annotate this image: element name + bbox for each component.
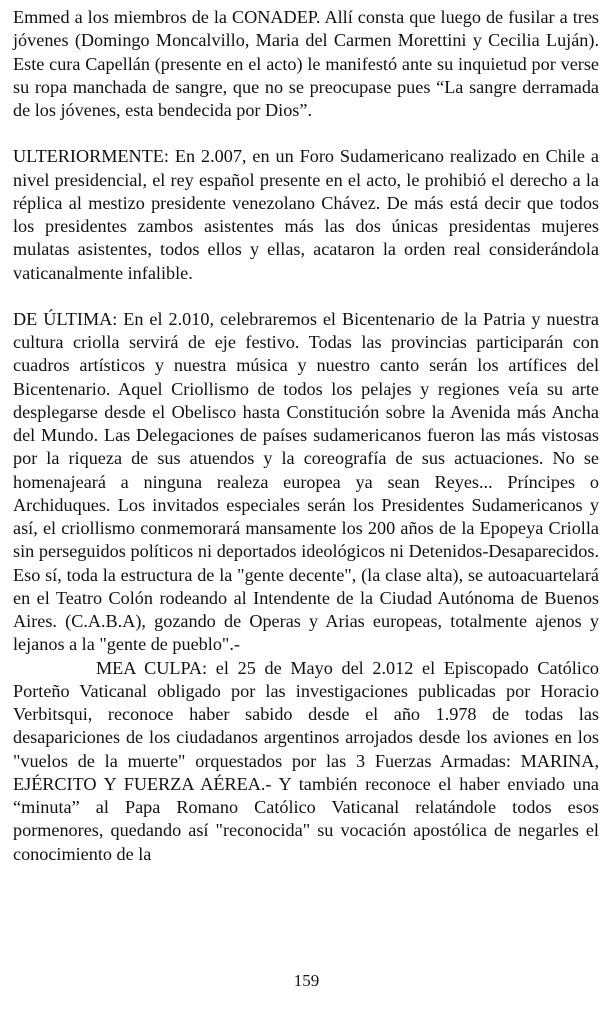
paragraph-ulteriormente: ULTERIORMENTE: En 2.007, en un Foro Sudamericano realizado en Chile a nivel presidencial, el rey español presente en el acto, le prohibió el derecho a la réplica al mestizo presidente venezolano Chávez. De más está decir que todos los presidentes zambos asistentes más las dos únicas presidentas mujeres mulatas asistentes, todos ellos y ellas, acataron la orden real considerándola vaticanalmente infalible.: [13, 146, 599, 283]
paragraph-de-ultima: DE ÚLTIMA: En el 2.010, celebraremos el Bicentenario de la Patria y nuestra cultura criolla servirá de eje festivo. Todas las provincias participarán con cuadros artísticos y nuestra música y nuestro canto serán los artífices del Bicentenario. Aquel Criollismo de todos los pelajes y regiones veía su arte desplegarse desde el Obelisco hasta Constitución sobre la Avenida más Ancha del Mundo. Las Delegaciones de países sudamericanos fueron las más vistosas por la riqueza de sus atuendos y la coreografía de sus actuaciones. No se homenajeará a ninguna realeza europea ya sean Reyes... Príncipes o Archiduques. Los invitados especiales serán los Presidentes Sudamericanos y así, el criollismo conmemorará mansamente los 200 años de la Epopeya Criolla sin perseguidos políticos ni deportados ideológicos ni Detenidos-Desaparecidos. Eso sí, toda la estructura de la "gente decente", (la clase alta), se autoacuartelará en el Teatro Colón rodeando al Intendente de la Ciudad Autónoma de Buenos Aires. (C.A.B.A), gozando de Operas y Arias europeas, totalmente ajenos y lejanos a la "gente de pueblo".-: [13, 308, 599, 655]
paragraph-gap: [13, 122, 599, 145]
page-number: 159: [293, 971, 320, 990]
paragraph-conadep: Emmed a los miembros de la CONADEP. Allí consta que luego de fusilar a tres jóvenes (Domingo Moncalvillo, Maria del Carmen Morettini y Cecilia Luján). Este cura Capellán (presente en el acto) le manifestó ante su inquietud por verse su ropa manchada de sangre, que no se preocupase pues “La sangre derramada de los jóvenes, esta bendecida por Dios”.: [13, 7, 599, 120]
paragraph-mea-culpa: MEA CULPA: el 25 de Mayo del 2.012 el Episcopado Católico Porteño Vaticanal obligado por las investigaciones publicadas por Horacio Verbitsqui, reconoce haber sabido desde el año 1.978 de todas las desapariciones de los ciudadanos argentinos arrojados desde los aviones en los "vuelos de la muerte" orquestados por las 3 Fuerzas Armadas: MARINA, EJÉRCITO Y FUERZA AÉREA.- Y también reconoce el haber enviado una “minuta” al Papa Romano Católico Vaticanal relatándole todos esos pormenores, quedando así "reconocida" su vocación apostólica de negarles el conocimiento de la: [13, 657, 599, 864]
document-page: [13, 6, 599, 866]
paragraph-gap: [13, 285, 599, 308]
